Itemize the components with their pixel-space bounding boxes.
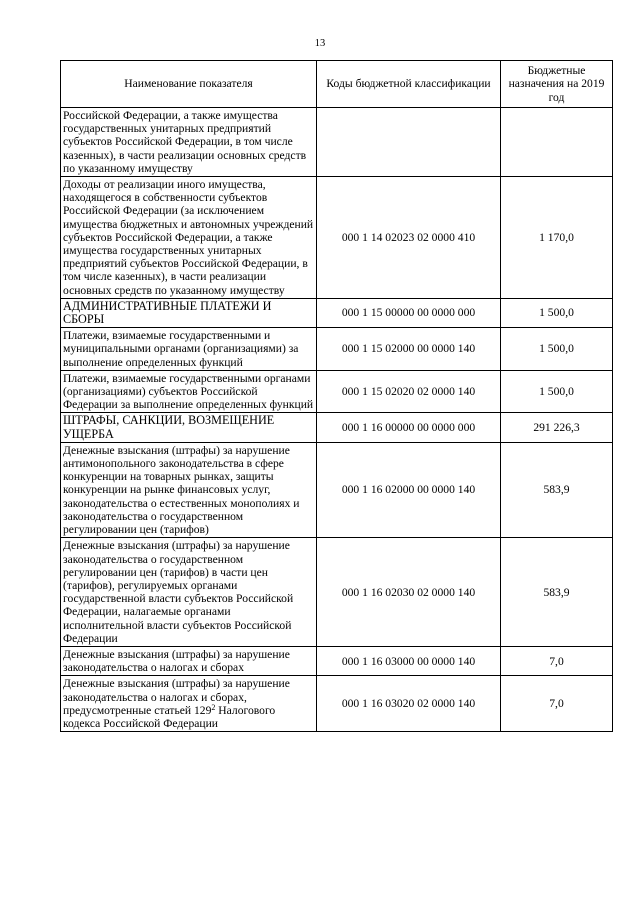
- table-row: [61, 538, 613, 647]
- row-name-tail: Налогового кодекса Российской Федерации: [63, 703, 276, 730]
- row-code: 000 1 16 02000 00 0000 140: [317, 442, 501, 537]
- row-code: 000 1 15 02020 02 0000 140: [317, 370, 501, 413]
- row-value: 7,0: [501, 646, 613, 675]
- row-value: [501, 108, 613, 177]
- row-code: 000 1 15 00000 00 0000 000: [317, 298, 501, 327]
- row-name-text: Денежные взыскания (штрафы) за нарушение законодательства о налогах и сборах, предусмотренные статьей 129: [63, 677, 290, 717]
- row-code: 000 1 16 02030 02 0000 140: [317, 538, 501, 647]
- row-value: 583,9: [501, 538, 613, 647]
- row-name: Российской Федерации, а также имущества государственных унитарных предприятий субъектов Российской Федерации, в том числе казенных), в части реализации основных средств по указанному имуществу: [61, 108, 317, 177]
- row-value: 1 170,0: [501, 177, 613, 299]
- table-header-row: [61, 61, 613, 108]
- budget-table: [60, 60, 613, 732]
- row-name: Денежные взыскания (штрафы) за нарушение законодательства о налогах и сборах: [61, 646, 317, 675]
- row-value: 291 226,3: [501, 413, 613, 442]
- row-name: Доходы от реализации иного имущества, находящегося в собственности субъектов Российской Федерации (за исключением имущества бюджетных и автономных учреждений субъектов Российской Федерации, а также имущества государственных унитарных предприятий субъектов Российской Федерации, в том числе казенных), в части реализации основных средств по указанному имуществу: [61, 177, 317, 299]
- article-superscript: 2: [211, 702, 216, 712]
- row-code: 000 1 16 03000 00 0000 140: [317, 646, 501, 675]
- table-row: [61, 108, 613, 177]
- table-row: [61, 328, 613, 371]
- page-number: 13: [314, 38, 326, 49]
- row-value: 7,0: [501, 676, 613, 732]
- header-value: Бюджетные назначения на 2019 год: [501, 61, 613, 108]
- row-name: ШТРАФЫ, САНКЦИИ, ВОЗМЕЩЕНИЕ УЩЕРБА: [61, 413, 317, 442]
- row-value: 1 500,0: [501, 370, 613, 413]
- row-name: Денежные взыскания (штрафы) за нарушение антимонопольного законодательства в сфере конкуренции на товарных рынках, защиты конкуренции на рынке финансовых услуг, законодательства о естественных монополиях и законодательства о государственном регулировании цен (тарифов): [61, 442, 317, 537]
- table-row: [61, 370, 613, 413]
- row-value: 1 500,0: [501, 298, 613, 327]
- table-row: [61, 442, 613, 537]
- row-name: АДМИНИСТРАТИВНЫЕ ПЛАТЕЖИ И СБОРЫ: [61, 298, 317, 327]
- header-name: Наименование показателя: [61, 61, 317, 108]
- row-name: Платежи, взимаемые государственными и муниципальными органами (организациями) за выполнение определенных функций: [61, 328, 317, 371]
- table-row: [61, 298, 613, 327]
- header-code: Коды бюджетной классификации: [317, 61, 501, 108]
- row-code: 000 1 16 03020 02 0000 140: [317, 676, 501, 732]
- row-code: 000 1 14 02023 02 0000 410: [317, 177, 501, 299]
- row-value: 1 500,0: [501, 328, 613, 371]
- row-code: 000 1 15 02000 00 0000 140: [317, 328, 501, 371]
- row-code: 000 1 16 00000 00 0000 000: [317, 413, 501, 442]
- row-name: Платежи, взимаемые государственными органами (организациями) субъектов Российской Федерации за выполнение определенных функций: [61, 370, 317, 413]
- table-row: [61, 177, 613, 299]
- table-row: [61, 676, 613, 732]
- table-row: [61, 646, 613, 675]
- table-row: [61, 413, 613, 442]
- row-value: 583,9: [501, 442, 613, 537]
- row-code: [317, 108, 501, 177]
- row-name: [61, 676, 317, 732]
- row-name: Денежные взыскания (штрафы) за нарушение законодательства о государственном регулировании цен (тарифов) в части цен (тарифов), регулируемых органами государственной власти субъектов Российской Федерации, налагаемые органами исполнительной власти субъектов Российской Федерации: [61, 538, 317, 647]
